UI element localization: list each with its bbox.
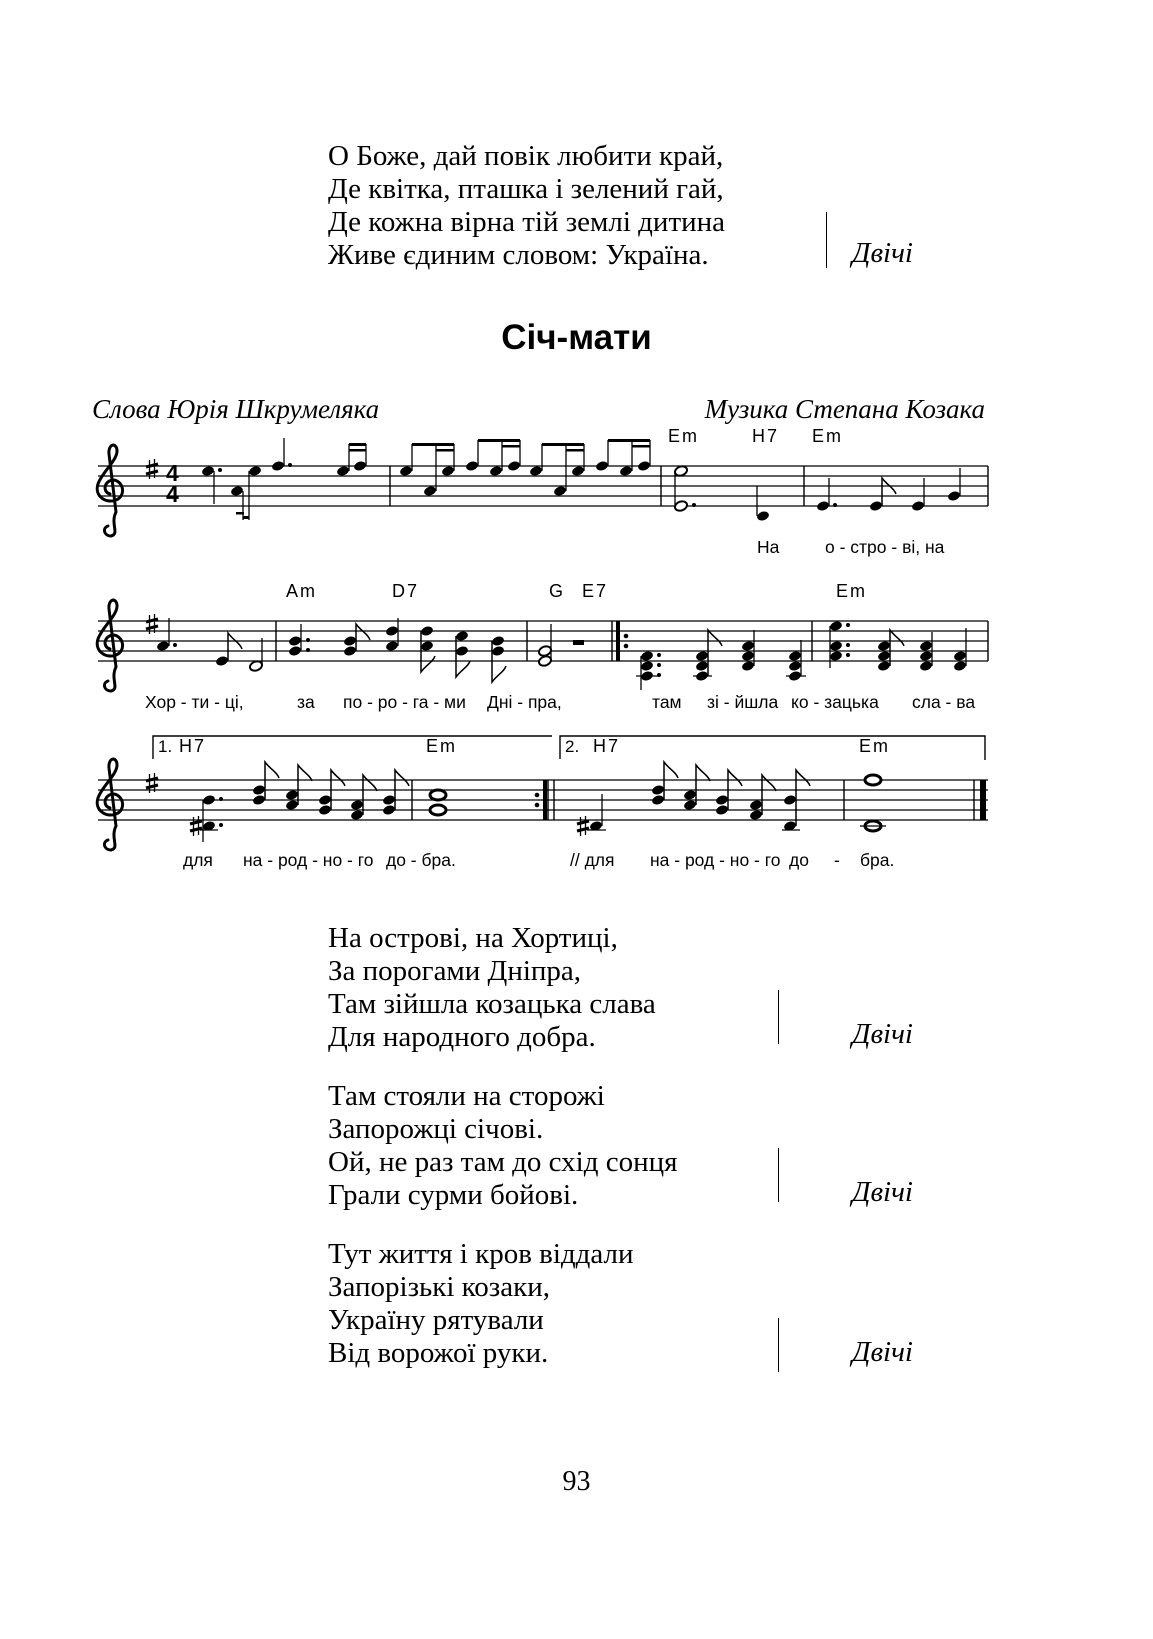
treble-clef-icon <box>97 445 122 536</box>
repeat-label: Двічі <box>852 1018 913 1050</box>
verse-line: Від ворожої руки. <box>328 1337 549 1369</box>
verse-line: Там стояли на сторожі <box>328 1080 605 1112</box>
chord: H7 <box>593 736 621 756</box>
verse-line: Запорізькі козаки, <box>328 1271 550 1303</box>
lyric: бра. <box>860 850 895 870</box>
top-verse <box>328 140 725 272</box>
chord: H7 <box>752 426 780 446</box>
volta-2-label: 2. <box>565 737 580 756</box>
lyric: по - ро - га - ми <box>343 692 466 712</box>
chord: Em <box>668 426 699 446</box>
repeat-bracket <box>778 1318 779 1372</box>
verse-line: Україну рятували <box>328 1304 544 1336</box>
sharp-icon <box>146 614 158 634</box>
chord: Em <box>836 581 867 601</box>
chord: D7 <box>392 581 420 601</box>
music-credit: Музика Степана Козака <box>704 394 985 424</box>
lyric: для <box>183 850 213 870</box>
verse-line: Живе єдиним словом: Україна. <box>328 239 709 271</box>
verse-line: Там зійшла козацька слава <box>328 988 656 1020</box>
verse-line: Запорожці січові. <box>328 1113 544 1145</box>
chord: G <box>549 581 566 601</box>
sharp-icon <box>146 459 158 479</box>
repeat-label: Двічі <box>852 1176 913 1208</box>
verse-3 <box>328 1238 634 1370</box>
verse-line: Для народного добра. <box>328 1021 596 1053</box>
lyric: там <box>652 692 682 712</box>
repeat-label: Двічі <box>852 237 913 269</box>
lyric: до <box>789 850 809 870</box>
lyric: за <box>297 692 315 712</box>
verse-line: Тут життя і кров віддали <box>328 1238 634 1270</box>
staff-1 <box>97 426 988 557</box>
verse-1 <box>328 922 656 1054</box>
lyric: Дні - пра, <box>487 692 562 712</box>
lyric: до - бра. <box>386 850 456 870</box>
lyric: зі - йшла <box>707 692 779 712</box>
lyric: На <box>757 537 780 557</box>
chord: H7 <box>179 736 207 756</box>
lyric: сла - ва <box>912 692 976 712</box>
repeat-bracket <box>778 990 779 1044</box>
lyric: на - род - но - го <box>243 850 374 870</box>
chord: Em <box>859 736 890 756</box>
repeat-bracket <box>826 212 827 268</box>
lyric: о - стро - ві, на <box>825 537 945 557</box>
time-signature-top: 4 <box>166 460 179 486</box>
lyric: на - род - но - го <box>650 850 781 870</box>
volta-1 <box>153 736 552 759</box>
staff-3 <box>97 736 988 870</box>
staff-2 <box>97 581 988 712</box>
chord: E7 <box>582 581 609 601</box>
lyrics-credit: Слова Юрія Шкрумеляка <box>92 394 380 424</box>
volta-2 <box>560 736 985 760</box>
verse-2 <box>328 1080 678 1212</box>
sharp-icon <box>190 816 202 836</box>
verse-line: Ой, не раз там до схід сонця <box>328 1146 678 1178</box>
verse-line: Де кожна вірна тій землі дитина <box>328 206 726 238</box>
repeat-label: Двічі <box>852 1336 913 1368</box>
treble-clef-icon <box>97 600 122 691</box>
page-number: 93 <box>562 1466 591 1497</box>
verse-line: О Боже, дай повік любити край, <box>328 140 724 172</box>
verse-line: За порогами Дніпра, <box>328 955 582 987</box>
verse-line: На острові, на Хортиці, <box>328 922 618 954</box>
sharp-icon <box>146 773 158 793</box>
sharp-icon <box>577 816 589 836</box>
lyric: ко - зацька <box>791 692 879 712</box>
time-signature-bottom: 4 <box>166 481 179 507</box>
volta-1-label: 1. <box>158 737 173 756</box>
song-title: Січ-мати <box>501 318 652 357</box>
lyric: Хор - ти - ці, <box>145 692 244 712</box>
chord: Em <box>812 426 843 446</box>
lyric: // для <box>570 850 615 870</box>
chord: Em <box>426 736 457 756</box>
verse-line: Грали сурми бойові. <box>328 1179 579 1211</box>
chord: Am <box>286 581 317 601</box>
treble-clef-icon <box>97 759 122 850</box>
repeat-bracket <box>778 1148 779 1202</box>
verse-line: Де квітка, пташка і зелений гай, <box>328 173 724 205</box>
lyric: - <box>834 850 840 870</box>
